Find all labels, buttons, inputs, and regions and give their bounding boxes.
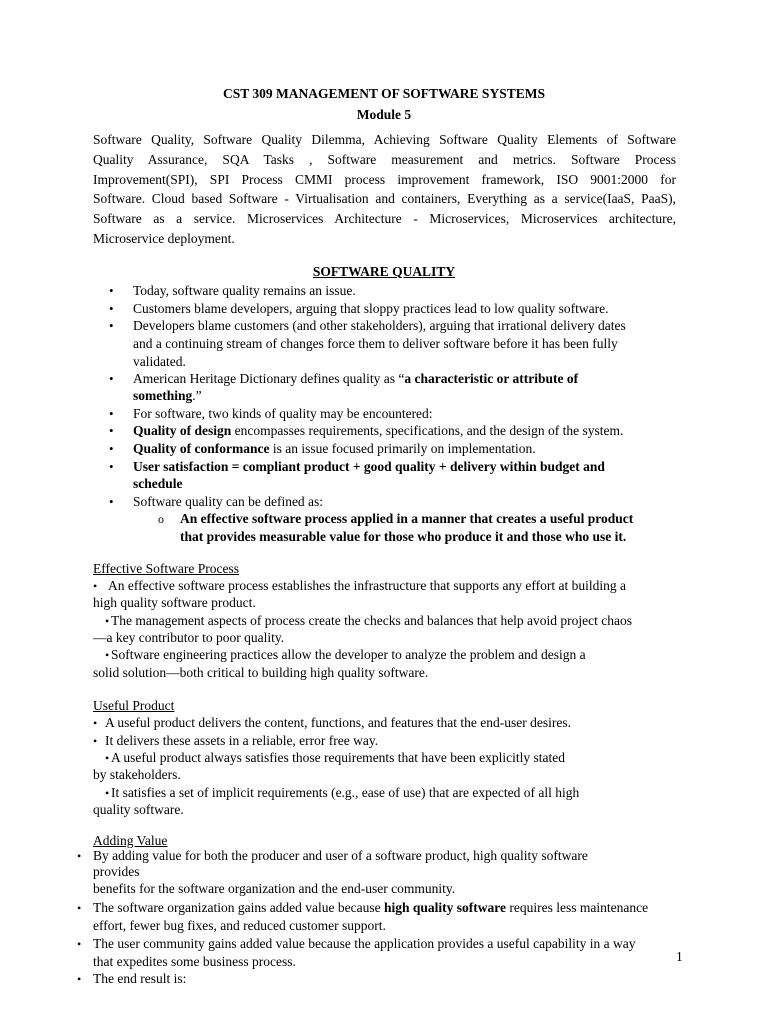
paragraph-line: A useful product always satisfies those requirements that have been explicitly stated (111, 750, 565, 765)
syllabus-line: Software. Cloud based Software - Virtualisation and containers, Everything as a service(IaaS, PaaS), (93, 191, 676, 206)
paragraph-line: solid solution—both critical to building high quality software. (93, 665, 429, 680)
bullet-icon: • (105, 648, 110, 662)
bullet-icon: • (109, 371, 114, 386)
list-item: The software organization gains added value because high quality software requires less maintenance (93, 900, 649, 915)
document-title: CST 309 MANAGEMENT OF SOFTWARE SYSTEMS (223, 86, 545, 101)
syllabus-line: Microservice deployment. (93, 231, 235, 246)
list-item-continuation: validated. (133, 354, 186, 369)
list-item: Quality of design encompasses requirements, specifications, and the design of the system. (133, 423, 624, 438)
circle-bullet-icon: o (158, 512, 164, 526)
bullet-icon: • (109, 441, 114, 456)
bullet-icon: • (109, 494, 114, 509)
syllabus-line: Quality Assurance, SQA Tasks , Software measurement and metrics. Software Process (93, 152, 676, 167)
paragraph-line: Software engineering practices allow the developer to analyze the problem and design a (111, 647, 586, 662)
page-number: 1 (676, 949, 683, 964)
module-title: Module 5 (356, 107, 412, 122)
section-heading-useful-product: Useful Product (93, 698, 175, 713)
section-heading-software-quality: SOFTWARE QUALITY (312, 264, 456, 279)
bullet-icon: • (77, 937, 82, 951)
sub-list-item: An effective software process applied in a manner that creates a useful product (180, 511, 634, 526)
paragraph-line: A useful product delivers the content, functions, and features that the end-user desires. (105, 715, 571, 730)
paragraph-line: It satisfies a set of implicit requirements (e.g., ease of use) that are expected of all high (111, 785, 580, 800)
list-item-continuation: schedule (133, 476, 183, 491)
bullet-icon: • (93, 716, 98, 730)
bullet-icon: • (105, 786, 110, 800)
list-item-continuation: provides (93, 864, 140, 879)
bullet-icon: • (109, 318, 114, 333)
syllabus-line: Software as a service. Microservices Architecture - Microservices, Microservices architecture, (93, 211, 676, 226)
section-heading-effective-process: Effective Software Process (93, 561, 239, 576)
section-heading-adding-value: Adding Value (93, 833, 168, 848)
list-item: By adding value for both the producer and user of a software product, high quality software (93, 848, 588, 863)
bullet-icon: • (77, 972, 82, 986)
list-item: Developers blame customers (and other stakeholders), arguing that irrational delivery dates (133, 318, 626, 333)
paragraph-line: quality software. (93, 802, 184, 817)
list-item-continuation: something.” (133, 388, 202, 403)
list-item: The end result is: (93, 971, 187, 986)
bullet-icon: • (109, 406, 114, 421)
paragraph-line: An effective software process establishes the infrastructure that supports any effort at building a (108, 578, 626, 593)
sub-list-item-continuation: that provides measurable value for those who produce it and those who use it. (180, 529, 627, 544)
list-item: American Heritage Dictionary defines quality as “a characteristic or attribute of (133, 371, 579, 386)
list-item: Quality of conformance is an issue focused primarily on implementation. (133, 441, 536, 456)
paragraph-line: The management aspects of process create the checks and balances that help avoid project chaos (111, 613, 633, 628)
syllabus-line: Improvement(SPI), SPI Process CMMI process improvement framework, ISO 9001:2000 for (93, 172, 676, 187)
list-item: Today, software quality remains an issue. (133, 283, 356, 298)
bullet-icon: • (105, 614, 110, 628)
bullet-icon: • (105, 751, 110, 765)
bullet-icon: • (109, 301, 114, 316)
bullet-icon: • (77, 849, 82, 863)
list-item-continuation: benefits for the software organization and the end-user community. (93, 881, 456, 896)
bullet-icon: • (109, 423, 114, 438)
list-item: The user community gains added value because the application provides a useful capability in a way (93, 936, 636, 951)
paragraph-line: by stakeholders. (93, 767, 181, 782)
list-item: Software quality can be defined as: (133, 494, 324, 509)
list-item: For software, two kinds of quality may be encountered: (133, 406, 433, 421)
bullet-icon: • (77, 901, 82, 915)
list-item: Customers blame developers, arguing that sloppy practices lead to low quality software. (133, 301, 609, 316)
bullet-icon: • (109, 283, 114, 298)
bullet-icon: • (93, 579, 98, 593)
paragraph-line: —a key contributor to poor quality. (93, 630, 285, 645)
paragraph-line: It delivers these assets in a reliable, error free way. (105, 733, 379, 748)
list-item-continuation: that expedites some business process. (93, 954, 296, 969)
paragraph-line: high quality software product. (93, 595, 256, 610)
list-item-continuation: and a continuing stream of changes force them to deliver software before it has been fully (133, 336, 618, 351)
syllabus-line: Software Quality, Software Quality Dilemma, Achieving Software Quality Elements of Software (93, 132, 676, 147)
bullet-icon: • (93, 734, 98, 748)
list-item: User satisfaction = compliant product + good quality + delivery within budget and (133, 459, 605, 474)
list-item-continuation: effort, fewer bug fixes, and reduced customer support. (93, 918, 386, 933)
bullet-icon: • (109, 459, 114, 474)
